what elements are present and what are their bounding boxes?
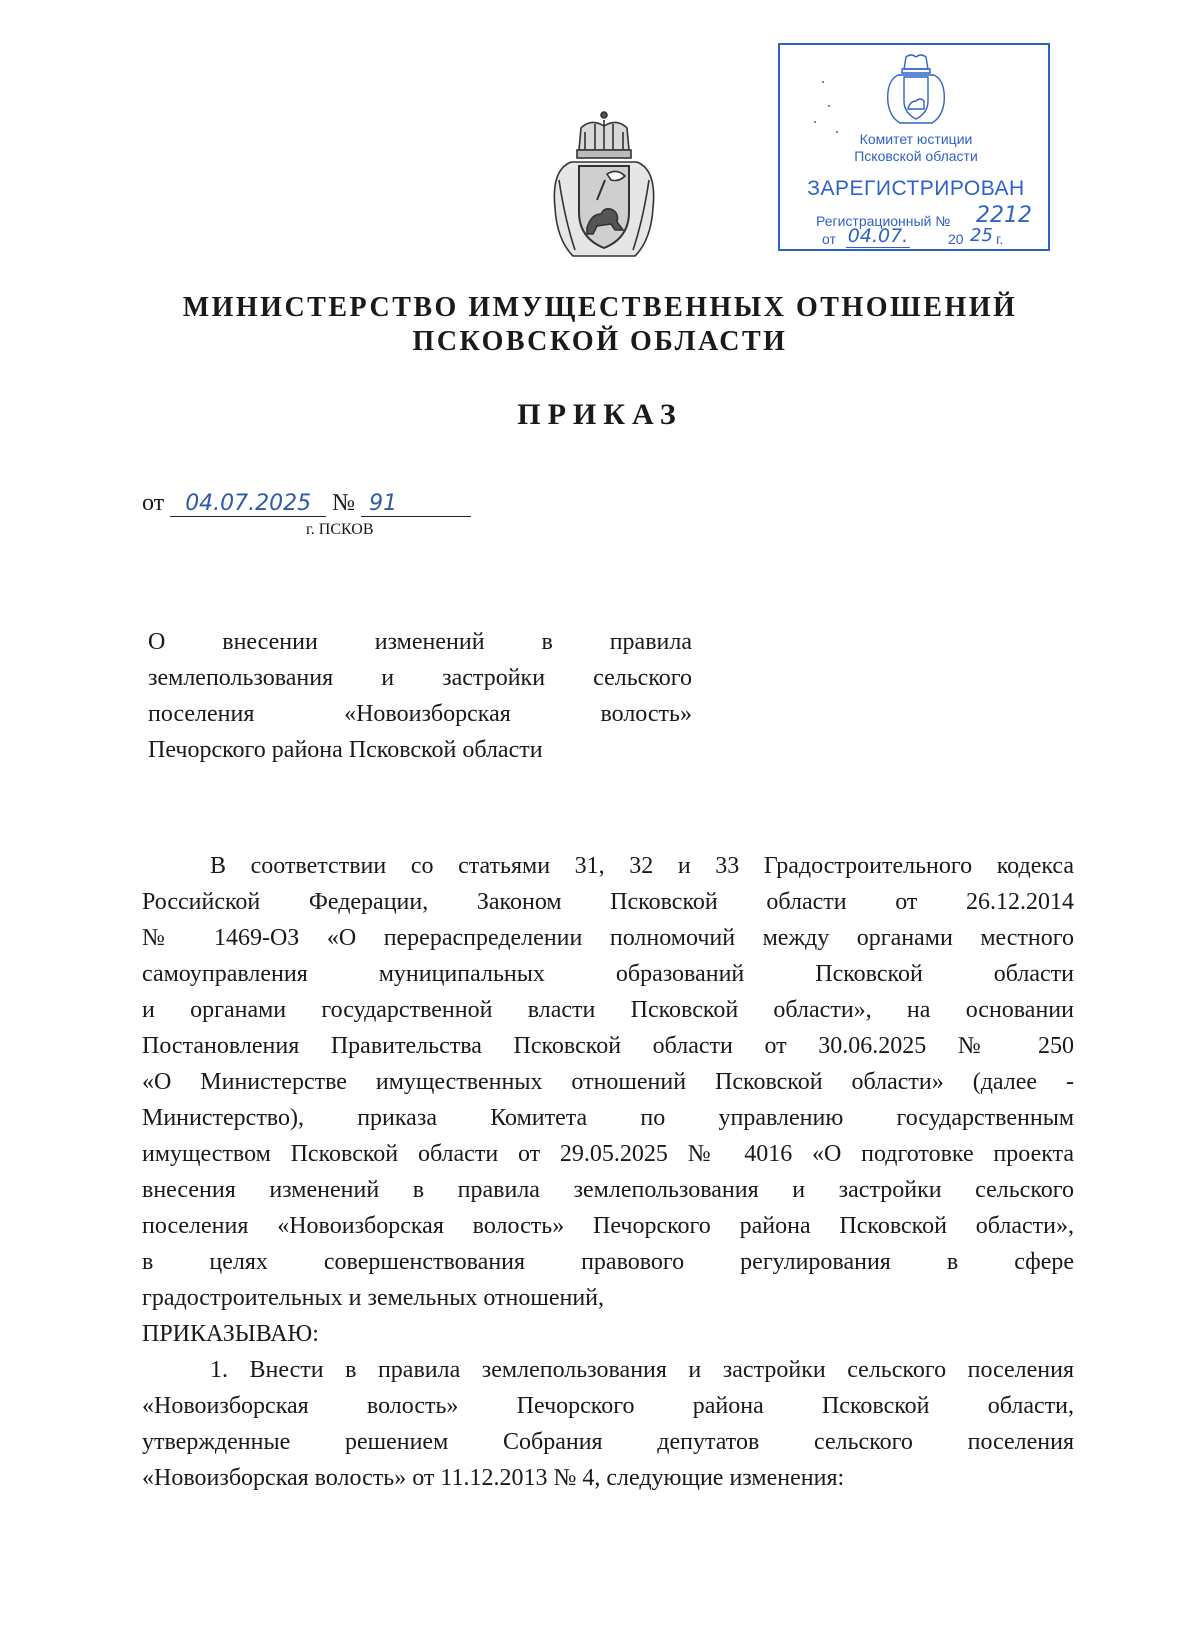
preamble-line: имуществом Псковской области от 29.05.2025 № 4016 «О подготовке проекта [142, 1141, 1074, 1167]
subject-line: Печорского района Псковской области [148, 737, 543, 763]
command-word: ПРИКАЗЫВАЮ: [142, 1321, 319, 1347]
preamble-line: поселения «Новоизборская волость» Печорского района Псковской области», [142, 1213, 1074, 1239]
stamp-reg-number: 2212 [976, 203, 1032, 228]
preamble-line: Министерство), приказа Комитета по управлению государственным [142, 1105, 1074, 1131]
stamp-reg-number-label: Регистрационный № [816, 213, 951, 229]
preamble-line: самоуправления муниципальных образований Псковской области [142, 961, 1074, 987]
item1-line: «Новоизборская волость» от 11.12.2013 № 4, следующие изменения: [142, 1465, 845, 1491]
preamble-line: и органами государственной власти Псковской области», на основании [142, 997, 1074, 1023]
ministry-title-line2: ПСКОВСКОЙ ОБЛАСТИ [412, 326, 788, 357]
stamp-year-suffix: г. [996, 231, 1004, 247]
stamp-speck [814, 121, 816, 123]
order-body [142, 848, 1074, 1496]
stamp-date-label: от [822, 231, 836, 247]
stamp-speck [822, 81, 824, 83]
order-date-number-line [142, 490, 471, 517]
ministry-title-line1: МИНИСТЕРСТВО ИМУЩЕСТВЕННЫХ ОТНОШЕНИЙ [182, 292, 1018, 323]
stamp-date-value: 04.07. [847, 225, 909, 247]
order-subject [148, 624, 692, 768]
preamble-line: внесения изменений в правила землепользования и застройки сельского [142, 1177, 1074, 1203]
preamble-line: градостроительных и земельных отношений, [142, 1285, 604, 1311]
stamp-org-line2: Псковской области [854, 148, 978, 164]
preamble-line: в целях совершенствования правового регулирования в сфере [142, 1249, 1074, 1275]
document-type-title: ПРИКАЗ [517, 398, 683, 431]
preamble-line: № 1469-ОЗ «О перераспределении полномочий между органами местного [142, 925, 1074, 951]
stamp-speck [828, 105, 830, 107]
stamp-org-line1: Комитет юстиции [859, 131, 973, 147]
coat-of-arms-icon [545, 110, 663, 262]
order-city: г. ПСКОВ [306, 521, 374, 538]
order-date: 04.07.2025 [170, 491, 326, 517]
item1-line: «Новоизборская волость» Печорского района Псковской области, [142, 1393, 1074, 1419]
stamp-emblem-icon [880, 53, 952, 125]
preamble-line: В соответствии со статьями 31, 32 и 33 Градостроительного кодекса [210, 853, 1074, 879]
stamp-status: ЗАРЕГИСТРИРОВАН [807, 177, 1025, 200]
item1-line: 1. Внести в правила землепользования и застройки сельского поселения [210, 1357, 1074, 1383]
subject-line: землепользования и застройки сельского [148, 665, 692, 691]
subject-line: поселения «Новоизборская волость» [148, 701, 692, 727]
preamble-line: Постановления Правительства Псковской области от 30.06.2025 № 250 [142, 1033, 1074, 1059]
preamble-line: Российской Федерации, Законом Псковской области от 26.12.2014 [142, 889, 1074, 915]
registration-stamp [778, 43, 1050, 251]
stamp-year-value: 25 [970, 225, 993, 246]
order-number-label: № [332, 490, 356, 516]
order-from-label: от [142, 490, 165, 516]
order-number: 91 [361, 491, 471, 517]
stamp-year-prefix: 20 [948, 231, 964, 247]
subject-line: О внесении изменений в правила [148, 629, 692, 655]
preamble-line: «О Министерстве имущественных отношений Псковской области» (далее - [142, 1069, 1074, 1095]
item1-line: утвержденные решением Собрания депутатов сельского поселения [142, 1429, 1074, 1455]
